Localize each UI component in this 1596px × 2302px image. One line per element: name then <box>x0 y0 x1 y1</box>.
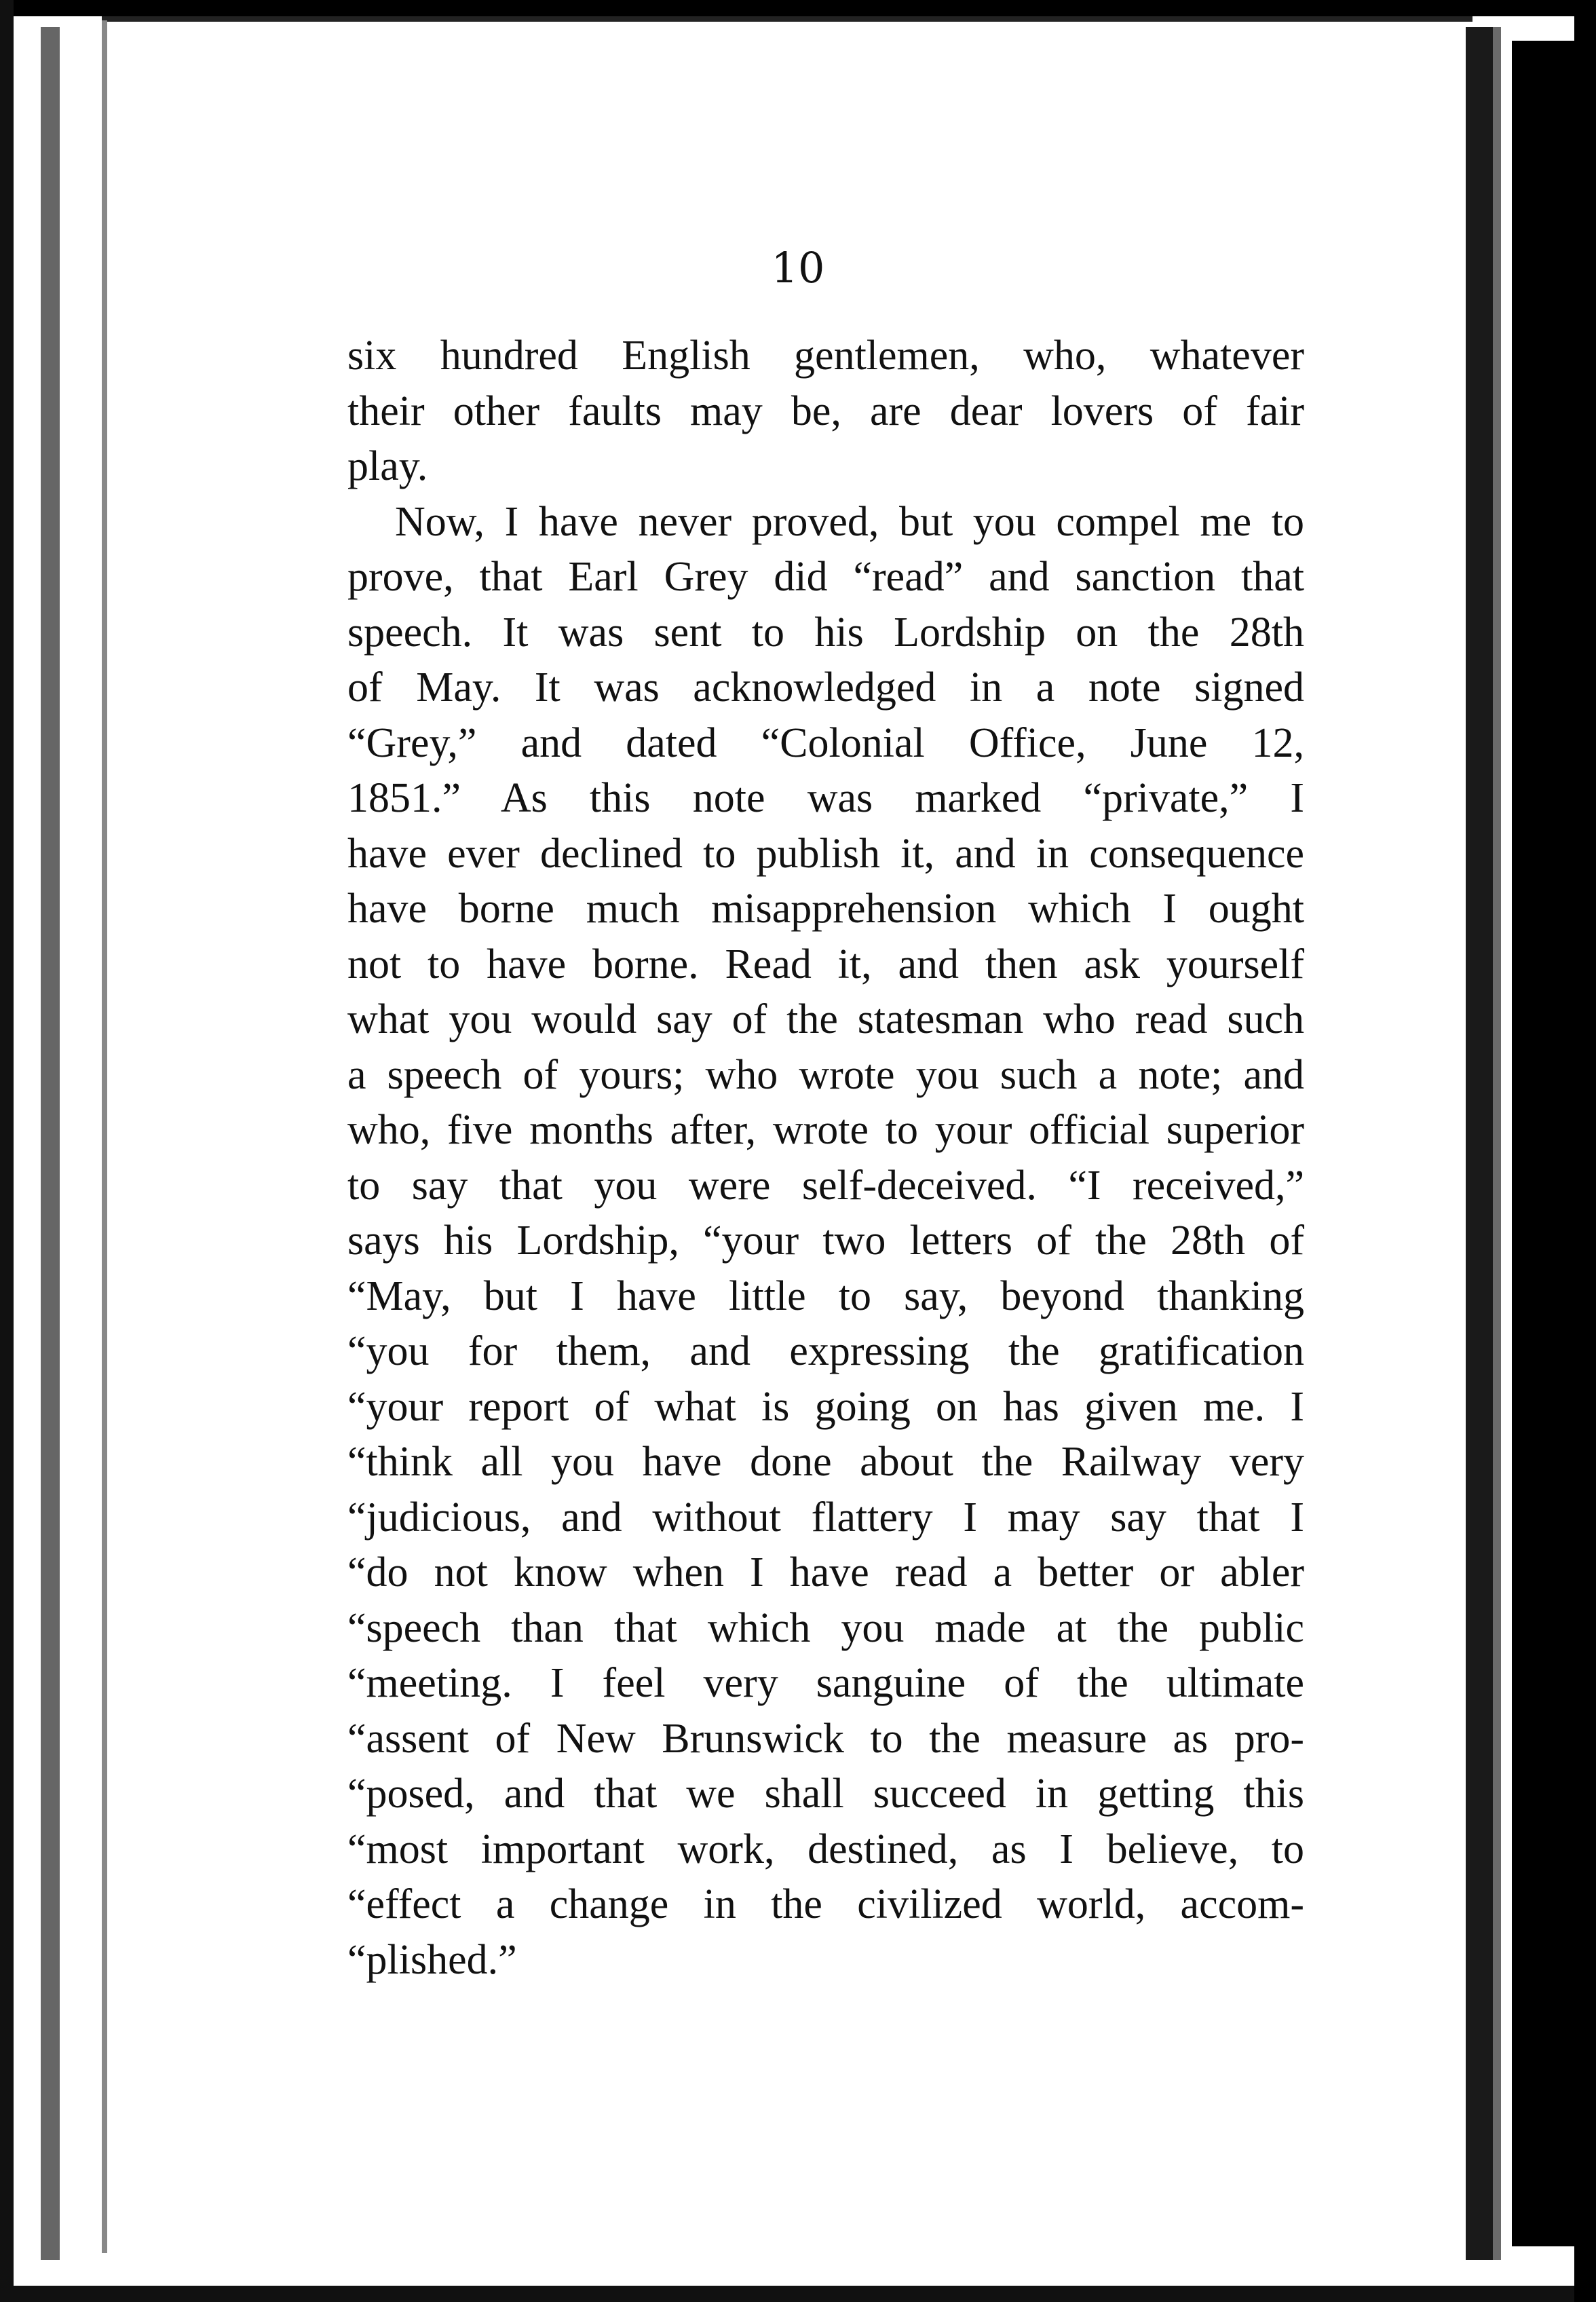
text-line: have ever declined to publish it, and in consequence <box>347 830 1304 877</box>
text-line: “effect a change in the civilized world, accom- <box>347 1881 1304 1927</box>
text-line: “think all you have done about the Railway very <box>347 1439 1304 1485</box>
text-line: have borne much misapprehension which I ought <box>347 886 1304 932</box>
text-line: speech. It was sent to his Lordship on the 28th <box>347 609 1304 656</box>
text-line: Now, I have never proved, but you compel me to <box>395 498 1304 545</box>
text-line: “most important work, destined, as I believe, to <box>347 1826 1304 1872</box>
page-stack-left <box>41 27 60 2260</box>
text-line: a speech of yours; who wrote you such a note; and <box>347 1051 1304 1098</box>
text-line: “do not know when I have read a better or abler <box>347 1549 1304 1596</box>
scan-border-right <box>1574 0 1596 2302</box>
text-line: “your report of what is going on has given me. I <box>347 1383 1304 1430</box>
scan-border-left <box>0 0 14 2302</box>
text-line: “assent of New Brunswick to the measure as pro- <box>347 1715 1304 1762</box>
text-line: “speech than that which you made at the public <box>347 1604 1304 1651</box>
text-line: “judicious, and without flattery I may say that I <box>347 1494 1304 1541</box>
text-line: “you for them, and expressing the gratification <box>347 1328 1304 1374</box>
scan-border-top <box>0 0 1596 16</box>
text-line: “May, but I have little to say, beyond thanking <box>347 1272 1304 1319</box>
text-line: who, five months after, wrote to your official superior <box>347 1107 1304 1153</box>
text-line: 1851.” As this note was marked “private,” I <box>347 775 1304 821</box>
text-line: six hundred English gentlemen, who, whatever <box>347 333 1304 379</box>
text-line: “Grey,” and dated “Colonial Office, June 12, <box>347 719 1304 766</box>
text-line: to say that you were self-deceived. “I received,” <box>347 1162 1304 1209</box>
text-line: “posed, and that we shall succeed in getting this <box>347 1771 1304 1817</box>
text-line: of May. It was acknowledged in a note signed <box>347 664 1304 711</box>
text-line: prove, that Earl Grey did “read” and sanction that <box>347 554 1304 600</box>
text-line: their other faults may be, are dear lovers of fair <box>347 388 1304 434</box>
text-line: play. <box>347 443 428 489</box>
page-edge-left <box>102 20 107 2253</box>
text-line: says his Lordship, “your two letters of the 28th of <box>347 1218 1304 1264</box>
page-edge-right-shade <box>1493 27 1501 2260</box>
text-line: “plished.” <box>347 1936 517 1983</box>
scan-border-right-inner <box>1512 41 1574 2246</box>
body-text <box>347 328 1304 1988</box>
text-line: what you would say of the statesman who read such <box>347 996 1304 1042</box>
text-line: “meeting. I feel very sanguine of the ultimate <box>347 1660 1304 1706</box>
scan-border-bottom <box>0 2286 1596 2302</box>
scan-border-top-inner <box>102 16 1472 22</box>
page-edge-right <box>1466 27 1493 2260</box>
text-line: not to have borne. Read it, and then ask yourself <box>347 941 1304 987</box>
page-number: 10 <box>771 243 825 293</box>
